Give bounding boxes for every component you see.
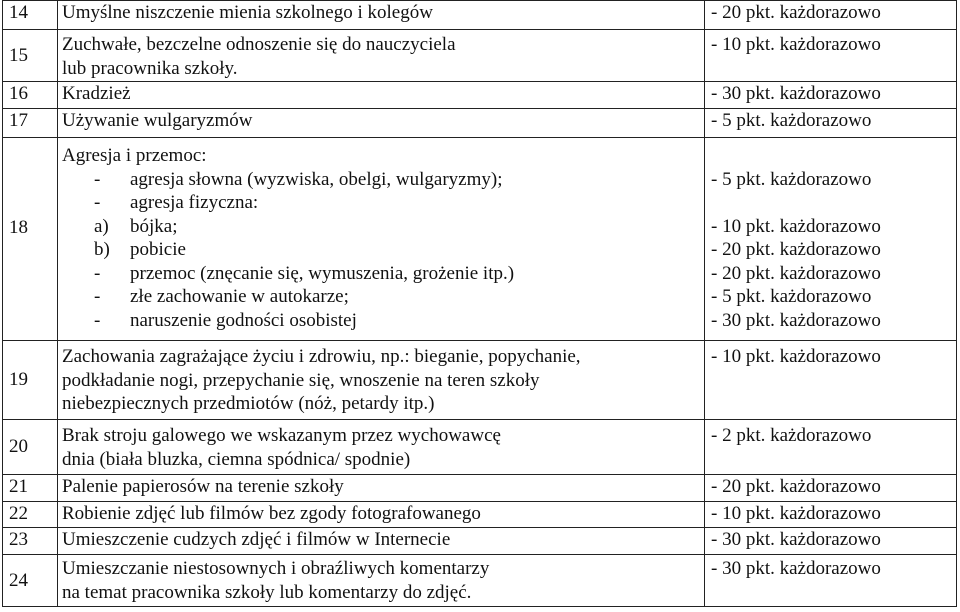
table-row: [3, 138, 957, 341]
table-row: [3, 341, 957, 420]
penalty-points: - 5 pkt. każdorazowo - 10 pkt. każdorazowo - 20 pkt. każdorazowo - 20 pkt. każdorazowo - 5 pkt. każdorazowo - 30 pkt. każdorazowo: [705, 138, 957, 341]
table-row: [3, 475, 957, 502]
row-number: 19: [3, 341, 58, 420]
row-number: 14: [3, 1, 58, 30]
penalty-points: - 30 pkt. każdorazowo: [705, 528, 957, 555]
table-row: [3, 1, 957, 30]
offense-text: Brak stroju galowego we wskazanym przez wychowawcę dnia (biała bluzka, ciemna spódnica/ spodnie): [58, 420, 705, 475]
row-number: 21: [3, 475, 58, 502]
offense-text: Robienie zdjęć lub filmów bez zgody fotografowanego: [58, 502, 705, 528]
row-number: 18: [3, 138, 58, 341]
offense-text: Umieszczenie cudzych zdjęć i filmów w Internecie: [58, 528, 705, 555]
row-number: 17: [3, 109, 58, 138]
penalty-points: - 2 pkt. każdorazowo: [705, 420, 957, 475]
row-number: 15: [3, 30, 58, 82]
list-item: - złe zachowanie w autokarze;: [94, 286, 349, 307]
row-number: 20: [3, 420, 58, 475]
penalty-points: - 5 pkt. każdorazowo: [705, 109, 957, 138]
table-row: [3, 420, 957, 475]
table-row: [3, 502, 957, 528]
offense-text: Zachowania zagrażające życiu i zdrowiu, np.: bieganie, popychanie, podkładanie nogi, przepychanie się, wnoszenie na teren szkoły niebezpiecznych przedmiotów (nóż, petardy itp.): [58, 341, 705, 420]
list-item: - agresja fizyczna:: [94, 192, 259, 213]
table-row: [3, 528, 957, 555]
row-number: 24: [3, 555, 58, 607]
row-number: 22: [3, 502, 58, 528]
penalty-points: - 10 pkt. każdorazowo: [705, 502, 957, 528]
offense-text: Palenie papierosów na terenie szkoły: [58, 475, 705, 502]
table-row: [3, 555, 957, 607]
table-row: [3, 109, 957, 138]
list-item: - naruszenie godności osobistej: [94, 309, 357, 331]
row-number: 16: [3, 82, 58, 109]
list-item: a) bójka;: [94, 215, 178, 237]
list-item: - przemoc (znęcanie się, wymuszenia, grożenie itp.): [94, 262, 515, 284]
penalty-points: - 10 pkt. każdorazowo: [705, 30, 957, 82]
penalty-points: - 30 pkt. każdorazowo: [705, 555, 957, 607]
penalty-points: - 10 pkt. każdorazowo: [705, 341, 957, 420]
offense-text: [58, 138, 705, 341]
section-heading: Agresja i przemoc:: [62, 145, 207, 166]
table-row: [3, 82, 957, 109]
list-item: - agresja słowna (wyzwiska, obelgi, wulgaryzmy);: [94, 168, 503, 190]
offense-text: Umyślne niszczenie mienia szkolnego i kolegów: [58, 1, 705, 30]
penalty-points: - 20 pkt. każdorazowo: [705, 475, 957, 502]
table-row: [3, 30, 957, 82]
row-number: 23: [3, 528, 58, 555]
penalty-table: [2, 0, 957, 607]
offense-text: Umieszczanie niestosownych i obraźliwych komentarzy na temat pracownika szkoły lub komentarzy do zdjęć.: [58, 555, 705, 607]
offense-text: Zuchwałe, bezczelne odnoszenie się do nauczyciela lub pracownika szkoły.: [58, 30, 705, 82]
offense-text: Używanie wulgaryzmów: [58, 109, 705, 138]
offense-text: Kradzież: [58, 82, 705, 109]
list-item: b) pobicie: [94, 239, 186, 260]
penalty-points: - 30 pkt. każdorazowo: [705, 82, 957, 109]
penalty-points: - 20 pkt. każdorazowo: [705, 1, 957, 30]
